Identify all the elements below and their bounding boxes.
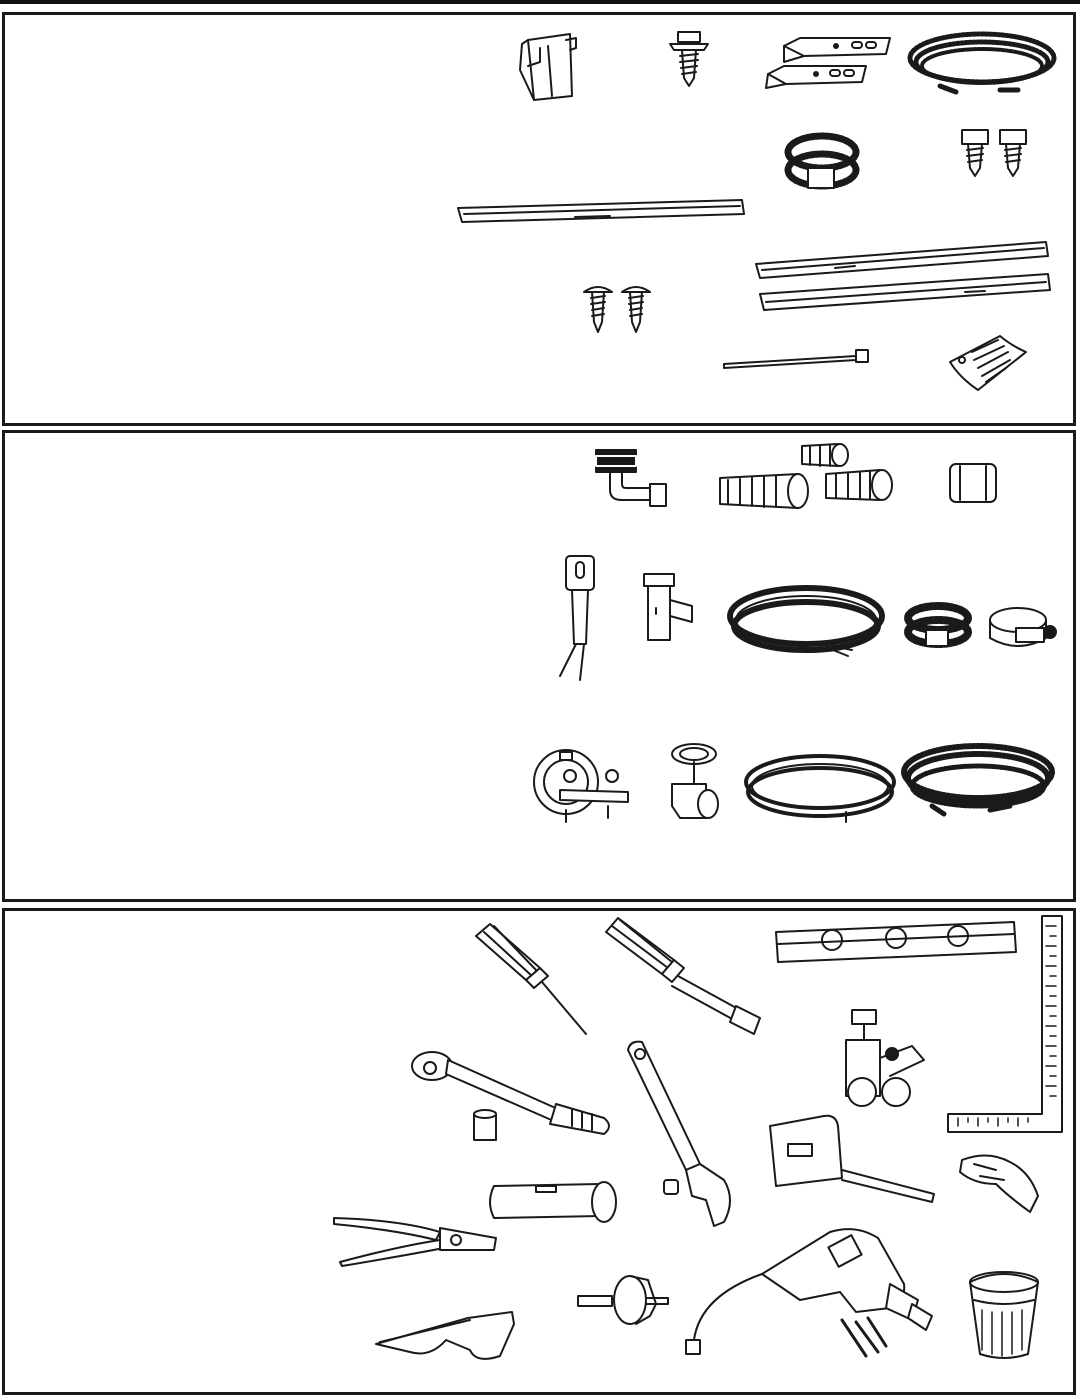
wire-nuts-illustration: [720, 444, 892, 508]
hose-clamp-illustration: [788, 136, 856, 188]
adjustable-wrench-illustration: [628, 1042, 730, 1226]
coupling-illustration: [950, 464, 996, 502]
nut-driver-illustration: [606, 918, 760, 1034]
elbow-fitting-illustration: [596, 450, 666, 506]
cable-tie-illustration: [724, 350, 868, 368]
cable-clamp-box-illustration: [534, 750, 628, 822]
tubing-cutter-illustration: [846, 1010, 924, 1106]
level-illustration: [776, 922, 1016, 962]
safety-glasses-illustration: [376, 1312, 514, 1359]
short-trim-rails-illustration: [756, 242, 1050, 310]
long-trim-rail-illustration: [458, 200, 744, 222]
pliers-illustration: [334, 1218, 496, 1266]
drill-illustration: [686, 1229, 932, 1354]
hole-saw-illustration: [578, 1276, 668, 1324]
ratchet-wrench-illustration: [412, 1052, 609, 1134]
copper-tubing-coil-illustration: [746, 756, 894, 822]
bucket-illustration: [970, 1272, 1038, 1358]
literature-sheet-illustration: [950, 336, 1026, 390]
hex-screw-illustration: [670, 32, 708, 86]
hex-screws-pair-illustration: [962, 130, 1026, 176]
hose-clamps-illustration: [908, 606, 1056, 646]
tape-measure-illustration: [770, 1116, 934, 1202]
drain-hose-coil-illustration: [730, 588, 882, 656]
power-cord-illustration: [560, 556, 594, 680]
trim-piece-illustration: [520, 34, 576, 100]
drill-bits-illustration: [842, 1318, 886, 1356]
socket-illustration: [474, 1110, 496, 1140]
mounting-brackets-illustration: [766, 38, 890, 88]
braided-supply-line-illustration: [904, 746, 1052, 814]
flashlight-illustration: [490, 1182, 616, 1222]
shutoff-valve-illustration: [672, 744, 718, 818]
phillips-screws-pair-illustration: [584, 287, 650, 332]
braided-hose-illustration: [910, 34, 1054, 92]
tee-fitting-illustration: [644, 574, 692, 640]
gloves-illustration: [960, 1155, 1038, 1212]
phillips-screwdriver-illustration: [476, 924, 586, 1034]
